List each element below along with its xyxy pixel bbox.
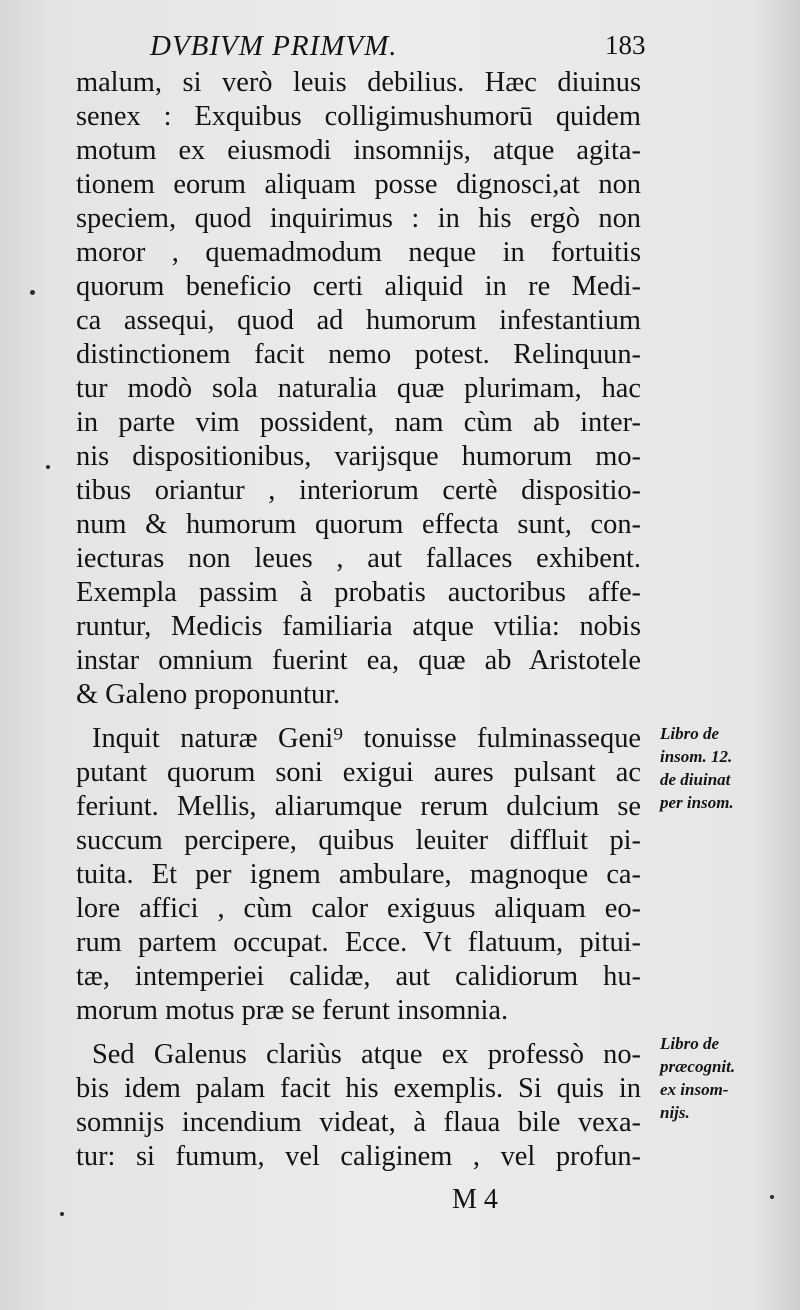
running-title: DVBIVM PRIMVM. [150, 30, 398, 62]
text-line: & Galeno proponuntur. [76, 679, 341, 710]
text-line: tur: si fumum, vel caliginem , vel profun- [76, 1141, 641, 1172]
marginal-note-line: de diuinat [660, 770, 731, 789]
text-line: moror , quemadmodum neque in fortuitis [76, 237, 641, 268]
marginal-note-line: ex insom- [660, 1080, 729, 1099]
marginal-note-line: Libro de [660, 1034, 720, 1053]
marginal-note-line: per insom. [660, 793, 734, 812]
marginal-note-line: Libro de [660, 724, 720, 743]
text-line: Exempla passim à probatis auctoribus affe- [76, 577, 641, 608]
text-line: distinctionem facit nemo potest. Relinquun- [76, 339, 641, 370]
text-line: morum motus præ se ferunt insomnia. [76, 995, 509, 1026]
text-line: in parte vim possident, nam cùm ab inter- [76, 407, 641, 438]
text-line: tæ, intemperiei calidæ, aut calidiorum hu- [76, 961, 641, 992]
text-line: speciem, quod inquirimus : in his ergò non [76, 203, 641, 234]
text-line: tibus oriantur , interiorum certè dispositio- [76, 475, 641, 506]
text-line: tionem eorum aliquam posse dignosci,at non [76, 169, 641, 200]
marginal-note-line: insom. 12. [660, 747, 733, 766]
text-line: putant quorum soni exigui aures pulsant ac [76, 757, 641, 788]
text-line: lore affici , cùm calor exiguus aliquam eo- [76, 893, 641, 924]
text-line: rum partem occupat. Ecce. Vt flatuum, pitui- [76, 927, 641, 958]
text-line: feriunt. Mellis, aliarumque rerum dulcium se [76, 791, 641, 822]
text-line: quorum beneficio certi aliquid in re Medi- [76, 271, 641, 302]
marginal-note-line: præcognit. [660, 1057, 736, 1076]
text-line: ca assequi, quod ad humorum infestantium [76, 305, 641, 336]
text-line: senex : Exquibus colligimushumorū quidem [76, 101, 641, 132]
text-line: iecturas non leues , aut fallaces exhibent. [76, 543, 641, 574]
text-line: runtur, Medicis familiaria atque vtilia: nobis [76, 611, 641, 642]
signature-mark: M 4 [452, 1184, 498, 1215]
text-line: num & humorum quorum effecta sunt, con- [76, 509, 641, 540]
marginal-note-line: nijs. [660, 1103, 690, 1122]
paragraph-start-line: Inquit naturæ Geni⁹ tonuisse fulminasseque [92, 723, 641, 754]
text-line: tur modò sola naturalia quæ plurimam, hac [76, 373, 641, 404]
text-line: somnijs incendium videat, à flaua bile vexa- [76, 1107, 641, 1138]
page-number: 183 [605, 30, 646, 60]
text-line: bis idem palam facit his exemplis. Si quis in [76, 1073, 641, 1104]
marginal-note [660, 722, 795, 814]
text-line: tuita. Et per ignem ambulare, magnoque ca- [76, 859, 641, 890]
marginal-note [660, 1032, 795, 1124]
text-line: instar omnium fuerint ea, quæ ab Aristotele [76, 645, 641, 676]
paragraph-start-line: Sed Galenus clariùs atque ex professò no- [92, 1039, 641, 1070]
text-line: motum ex eiusmodi insomnijs, atque agita- [76, 135, 641, 166]
text-line: nis dispositionibus, varijsque humorum mo- [76, 441, 641, 472]
text-line: succum percipere, quibus leuiter diffluit pi- [76, 825, 641, 856]
text-line: malum, si verò leuis debilius. Hæc diuinus [76, 67, 641, 98]
